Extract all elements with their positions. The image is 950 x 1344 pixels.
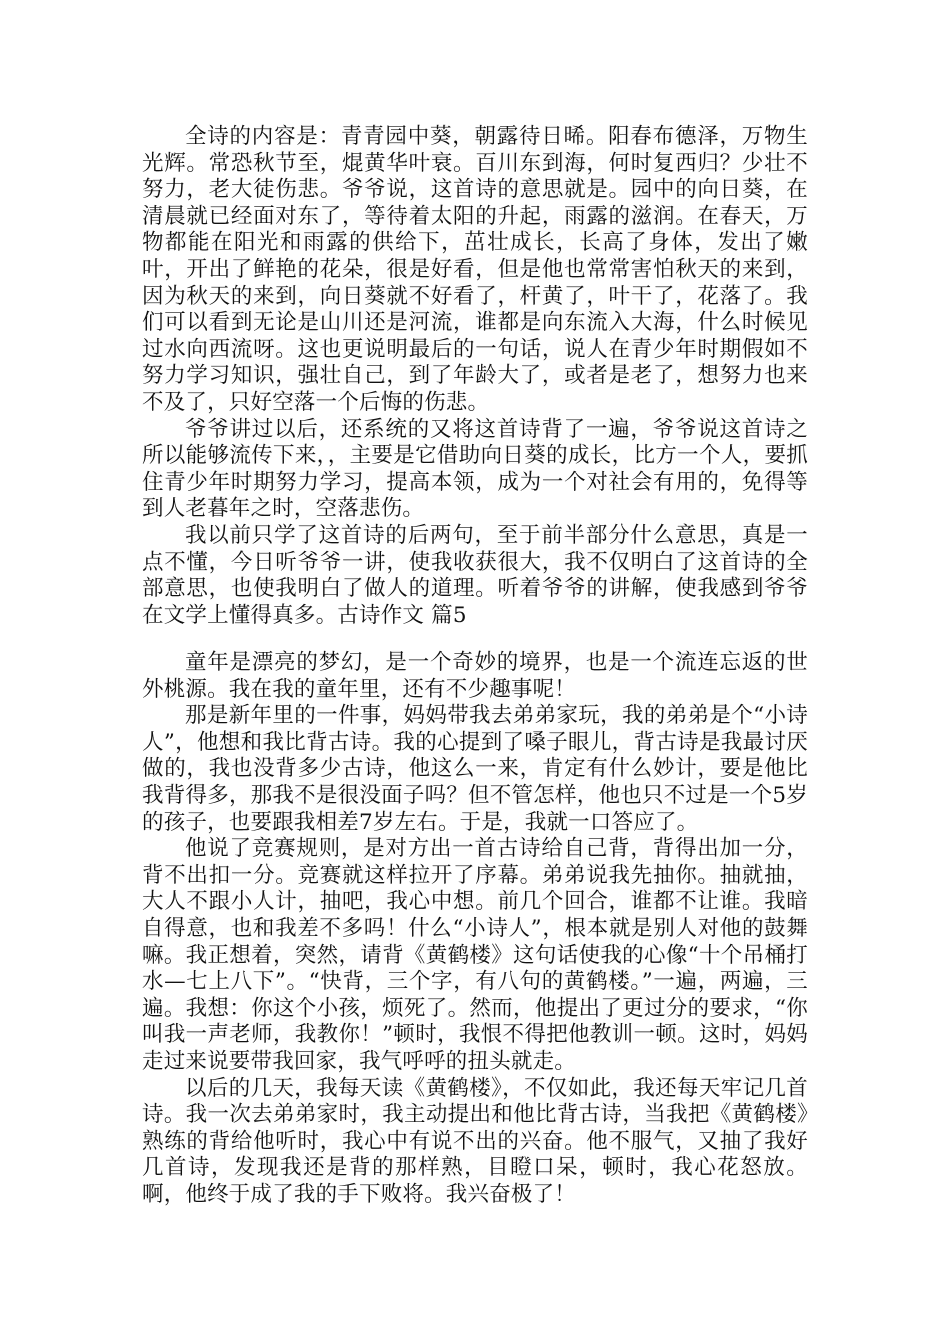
paragraph-grandpa-recites: 爷爷讲过以后，还系统的又将这首诗背了一遍，爷爷说这首诗之所以能够流传下来，，主要是它借助向日葵的成长，比方一个人，要抓住青少年时期努力学习，提高本领，成为一个对社会有用的，免得等到人老暮年之时，空落悲伤。 (142, 416, 808, 522)
paragraph-new-year-story: 那是新年里的一件事，妈妈带我去弟弟家玩，我的弟弟是个“小诗人”，他想和我比背古诗。我的心提到了嗓子眼儿，背古诗是我最讨厌做的，我也没背多少古诗，他这么一来，肯定有什么妙计，要是他比我背得多，那我不是很没面子吗？但不管怎样，他也只不过是一个5岁的孩子，也要跟我相差7岁左右。于是，我就一口答应了。 (142, 703, 808, 835)
essay-section-poem-explanation (142, 124, 808, 629)
paragraph-childhood-intro: 童年是漂亮的梦幻，是一个奇妙的境界，也是一个流连忘返的世外桃源。我在我的童年里，还有不少趣事呢！ (142, 650, 808, 702)
essay-section-childhood (142, 650, 808, 1208)
paragraph-victory: 以后的几天，我每天读《黄鹤楼》，不仅如此，我还每天牢记几首诗。我一次去弟弟家时，我主动提出和他比背古诗，当我把《黄鹤楼》熟练的背给他听时，我心中有说不出的兴奋。他不服气，又抽了我好几首诗，发现我还是背的那样熟，目瞪口呆，顿时，我心花怒放。啊，他终于成了我的手下败将。我兴奋极了！ (142, 1075, 808, 1207)
paragraph-reflection: 我以前只学了这首诗的后两句，至于前半部分什么意思，真是一点不懂，今日听爷爷一讲，使我收获很大，我不仅明白了这首诗的全部意思，也使我明白了做人的道理。听着爷爷的讲解，使我感到爷爷在文学上懂得真多。古诗作文 篇5 (142, 522, 808, 628)
paragraph-competition: 他说了竞赛规则，是对方出一首古诗给自己背，背得出加一分，背不出扣一分。竞赛就这样拉开了序幕。弟弟说我先抽你。抽就抽，大人不跟小人计，抽吧，我心中想。前几个回合，谁都不让谁。我暗自得意，也和我差不多吗！什么“小诗人”，根本就是别人对他的鼓舞嘛。我正想着，突然，请背《黄鹤楼》这句话使我的心像“十个吊桶打水—七上八下”。“快背，三个字，有八句的黄鹤楼。”一遍，两遍，三遍。我想：你这个小孩，烦死了。然而，他提出了更过分的要求，“你叫我一声老师，我教你！”顿时，我恨不得把他教训一顿。这时，妈妈走过来说要带我回家，我气呼呼的扭头就走。 (142, 836, 808, 1074)
paragraph-poem-meaning: 全诗的内容是：青青园中葵，朝露待日晞。阳春布德泽，万物生光辉。常恐秋节至，焜黄华叶衰。百川东到海，何时复西归？少壮不努力，老大徒伤悲。爷爷说，这首诗的意思就是。园中的向日葵，在清晨就已经面对东了，等待着太阳的升起，雨露的滋润。在春天，万物都能在阳光和雨露的供给下，茁壮成长，长高了身体，发出了嫩叶，开出了鲜艳的花朵，很是好看，但是他也常常害怕秋天的来到，因为秋天的来到，向日葵就不好看了，杆黄了，叶干了，花落了。我们可以看到无论是山川还是河流，谁都是向东流入大海，什么时候见过水向西流呀。这也更说明最后的一句话，说人在青少年时期假如不努力学习知识，强壮自己，到了年龄大了，或者是老了，想努力也来不及了，只好空落一个后悔的伤悲。 (142, 124, 808, 415)
